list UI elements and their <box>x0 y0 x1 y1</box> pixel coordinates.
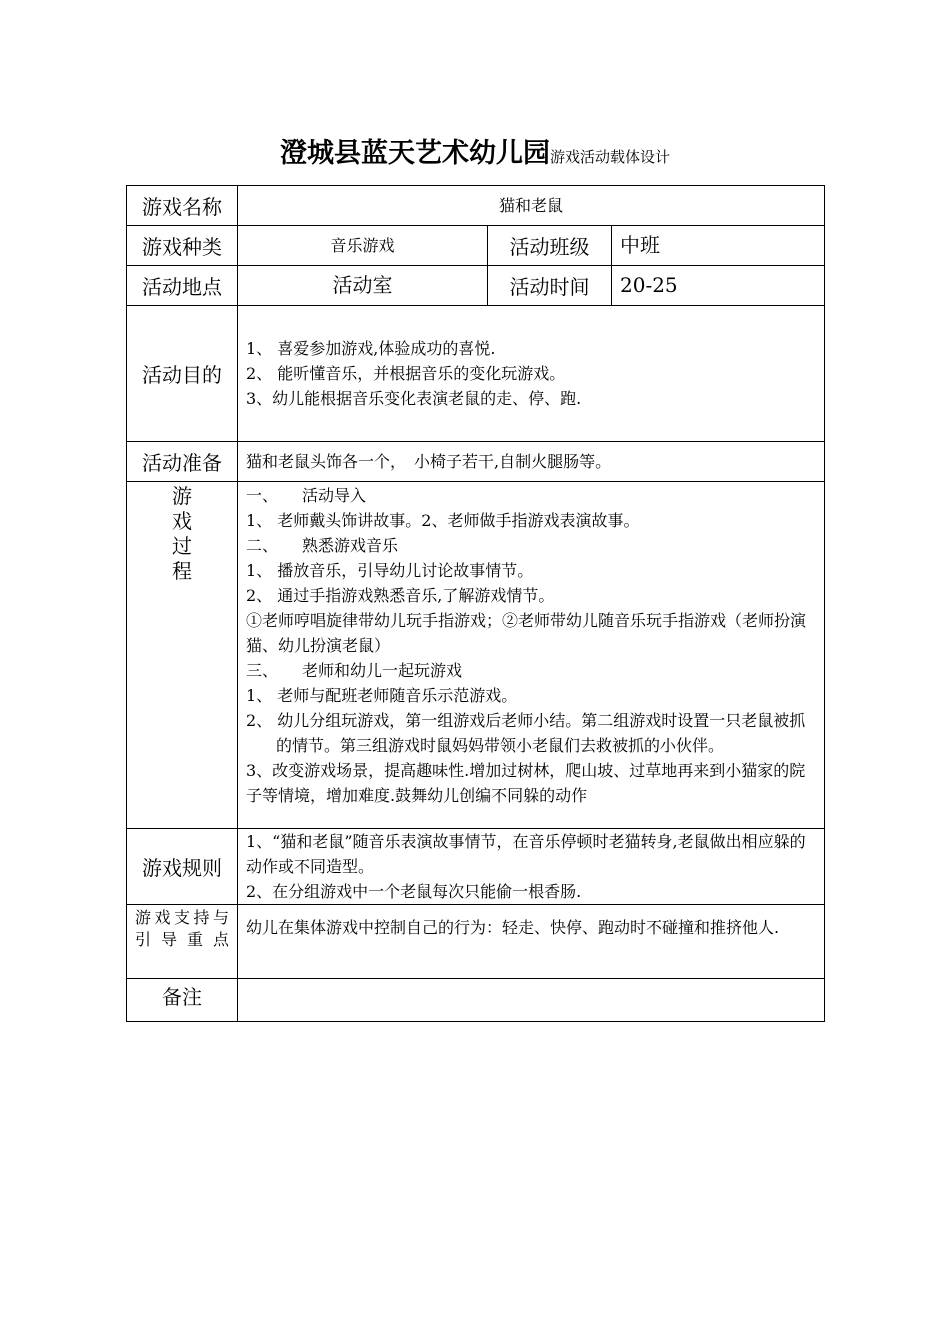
process-step: 2、 幼儿分组玩游戏，第一组游戏后老师小结。第二组游戏时设置一只老鼠被抓的情节。第三组游戏时鼠妈妈带领小老鼠们去救被抓的小伙伴。 <box>246 711 806 755</box>
game-name-label: 游戏名称 <box>127 186 238 226</box>
process-content <box>238 482 825 829</box>
notes-value <box>238 979 825 1022</box>
document-title <box>0 131 950 170</box>
class-label: 活动班级 <box>488 226 612 266</box>
process-step: 1、 播放音乐，引导幼儿讨论故事情节。 <box>246 561 534 580</box>
preparation-value: 猫和老鼠头饰各一个， 小椅子若干,自制火腿肠等。 <box>238 442 825 482</box>
game-type-value: 音乐游戏 <box>238 226 488 266</box>
row-process <box>127 482 825 829</box>
process-step: 1、 老师与配班老师随音乐示范游戏。 <box>246 686 518 705</box>
goal-item: 2、 能听懂音乐，并根据音乐的变化玩游戏。 <box>246 364 566 383</box>
support-label: 游戏支持与引导重点 <box>127 905 238 979</box>
notes-label: 备注 <box>127 979 238 1022</box>
process-label: 游 戏 过 程 <box>127 482 238 829</box>
rules-content <box>238 829 825 905</box>
form-subtitle: 游戏活动载体设计 <box>549 148 670 166</box>
row-notes <box>127 979 825 1022</box>
process-step: 1、 老师戴头饰讲故事。2、老师做手指游戏表演故事。 <box>246 511 640 530</box>
row-goals <box>127 306 825 442</box>
duration-label: 活动时间 <box>488 266 612 306</box>
goal-item: 1、 喜爱参加游戏,体验成功的喜悦. <box>246 339 496 358</box>
process-section-heading: 三、 老师和幼儿一起玩游戏 <box>246 661 463 680</box>
game-name-value: 猫和老鼠 <box>238 186 825 226</box>
process-section-heading: 二、 熟悉游戏音乐 <box>246 536 399 555</box>
row-location <box>127 266 825 306</box>
location-value: 活动室 <box>238 266 488 306</box>
rules-label: 游戏规则 <box>127 829 238 905</box>
row-game-name <box>127 186 825 226</box>
process-step: 3、改变游戏场景，提高趣味性.增加过树林，爬山坡、过草地再来到小猫家的院子等情境，增加难度.鼓舞幼儿创编不同躲的动作 <box>246 761 806 805</box>
goals-content <box>238 306 825 442</box>
kindergarten-name: 澄城县蓝天艺术幼儿园 <box>279 138 550 169</box>
process-step: 2、 通过手指游戏熟悉音乐,了解游戏情节。 <box>246 586 555 605</box>
support-value: 幼儿在集体游戏中控制自己的行为：轻走、快停、跑动时不碰撞和推挤他人. <box>238 905 825 979</box>
location-label: 活动地点 <box>127 266 238 306</box>
process-section-heading: 一、 活动导入 <box>246 486 367 505</box>
goals-label: 活动目的 <box>127 306 238 442</box>
rule-item: 1、“猫和老鼠”随音乐表演故事情节，在音乐停顿时老猫转身,老鼠做出相应躲的动作或不同造型。 <box>246 832 806 876</box>
row-support <box>127 905 825 979</box>
duration-value: 20-25 <box>612 266 825 306</box>
row-preparation <box>127 442 825 482</box>
row-game-type <box>127 226 825 266</box>
row-rules <box>127 829 825 905</box>
process-step: ①老师哼唱旋律带幼儿玩手指游戏；②老师带幼儿随音乐玩手指游戏（老师扮演猫、幼儿扮演老鼠） <box>246 611 807 655</box>
game-type-label: 游戏种类 <box>127 226 238 266</box>
goal-item: 3、幼儿能根据音乐变化表演老鼠的走、停、跑. <box>246 389 582 408</box>
rule-item: 2、在分组游戏中一个老鼠每次只能偷一根香肠. <box>246 882 582 901</box>
class-value: 中班 <box>612 226 825 266</box>
activity-design-table <box>126 185 825 1022</box>
preparation-label: 活动准备 <box>127 442 238 482</box>
